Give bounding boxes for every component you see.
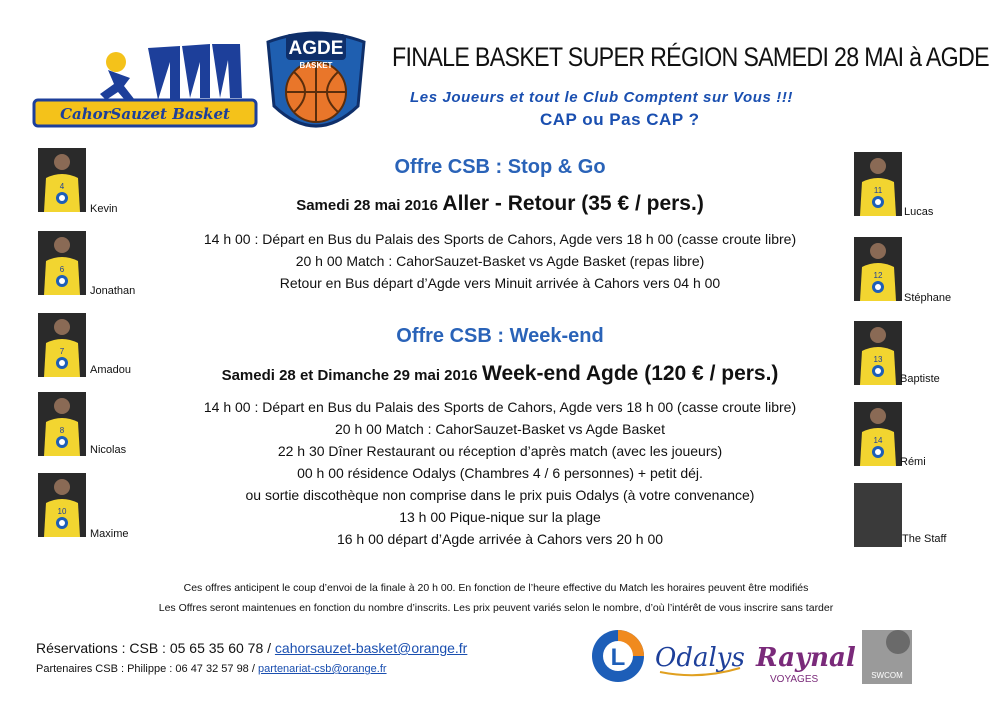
tagline: Les Joueurs et tout le Club Comptent sur Vous !!! [410,89,794,106]
player-name: Nicolas [90,444,127,456]
csb-logo-text: CahorSauzet Basket [60,105,230,123]
cahorsauzet-basket-logo [30,40,258,130]
player-photo [38,231,86,295]
offer2-schedule [160,396,840,550]
offer2-line: 22 h 30 Dîner Restaurant ou réception d’après match (avec les joueurs) [277,443,723,459]
page-title: FINALE BASKET SUPER RÉGION SAMEDI 28 MAI à AGDE [392,42,989,72]
player-name: The Staff [902,533,947,545]
player-photo [38,473,86,537]
offer2-name: Week-end Agde (120 € / pers.) [482,362,779,385]
partners-line [36,663,387,675]
swcom-text: SWCOM [871,671,903,680]
jersey-number: 12 [873,271,883,280]
jersey-number: 10 [57,507,67,516]
player-photo [38,313,86,377]
player-silhouette [38,473,86,537]
note-line: Ces offres anticipent le coup d’envoi de la finale à 20 h 00. En fonction de l’heure effective du Match les horaires peuvent être modifiés [183,582,809,594]
player-silhouette [38,392,86,456]
player-name: Jonathan [90,285,136,297]
offer1-schedule [160,228,840,294]
offer2-title-text: Offre CSB : Week-end [396,325,604,347]
offer1-line: 14 h 00 : Départ en Bus du Palais des Sports de Cahors, Agde vers 18 h 00 (casse croute libre) [203,231,797,247]
offer2-title [160,325,840,348]
player-silhouette [38,313,86,377]
note-line: Les Offres seront maintenues en fonction du nombre d’inscrits. Les prix peuvent variés selon le nombre, d’où l’intérêt de vous inscrire sans tarder [158,602,834,614]
leclerc-letter: L [610,644,626,671]
raynal-text: Raynal [756,643,856,673]
player-name: Amadou [90,364,131,376]
player-silhouette [854,402,902,466]
offer2-line: ou sortie discothèque non comprise dans le prix puis Odalys (à votre convenance) [245,487,755,503]
player-name: Lucas [904,206,934,218]
swcom-logo [862,630,912,684]
player-photo [38,148,86,212]
reservation-label: Réservations : CSB : 05 65 35 60 78 / [36,640,275,656]
player-photo [38,392,86,456]
sponsor-logos [590,628,920,688]
offer1-date: Samedi 28 mai 2016 [296,197,438,214]
offer1-line: 20 h 00 Match : CahorSauzet-Basket vs Agde Basket (repas libre) [295,253,705,269]
notes [60,578,932,618]
player-photo [854,152,902,216]
offer1-title-text: Offre CSB : Stop & Go [394,156,606,178]
player-name: Stéphane [904,292,952,304]
offer2-date-line [160,362,840,386]
player-photo [854,402,902,466]
voyages-text: VOYAGES [770,674,819,685]
agde-basket-logo [262,28,370,148]
offer1-date-line [160,192,840,216]
offer1-line: Retour en Bus départ d’Agde vers Minuit arrivée à Cahors vers 04 h 00 [279,275,721,291]
offer2-line: 20 h 00 Match : CahorSauzet-Basket vs Agde Basket [335,421,665,437]
reservation-email-link[interactable]: cahorsauzet-basket@orange.fr [274,640,468,656]
player-photo [854,321,902,385]
player-silhouette [854,321,902,385]
offer2-line: 13 h 00 Pique-nique sur la plage [399,509,601,525]
agde-logo-text: AGDE [288,38,344,59]
jersey-number: 8 [59,426,65,435]
agde-logo-sub: BASKET [299,61,333,70]
jersey-number: 13 [873,355,883,364]
player-photo [854,237,902,301]
player-silhouette [854,237,902,301]
player-name: Rémi [900,456,926,468]
jersey-number: 6 [59,265,65,274]
jersey-number: 4 [59,182,65,191]
staff-photo [854,483,902,547]
offer2-date: Samedi 28 et Dimanche 29 mai 2016 [221,367,478,384]
player-name: Baptiste [900,373,940,385]
partners-label: Partenaires CSB : Philippe : 06 47 32 57 98 / [36,663,258,675]
partners-email-link[interactable]: partenariat-csb@orange.fr [257,663,387,675]
jersey-number: 11 [873,186,883,195]
offer2-line: 16 h 00 départ d’Agde arrivée à Cahors vers 20 h 00 [336,531,664,547]
offer2-line: 14 h 00 : Départ en Bus du Palais des Sports de Cahors, Agde vers 18 h 00 (casse croute libre) [203,399,797,415]
odalys-logo [655,643,745,675]
raynal-logo [755,643,856,685]
player-silhouette [854,152,902,216]
offer1-name: Aller - Retour (35 € / pers.) [442,192,704,215]
player-silhouette [38,231,86,295]
leclerc-logo [592,630,644,682]
jersey-number: 14 [873,436,883,445]
offer1-title [160,156,840,179]
reservation-line [36,640,467,656]
odalys-text: Odalys [655,643,745,673]
offer2-line: 00 h 00 résidence Odalys (Chambres 4 / 6 personnes) + petit déj. [297,465,703,481]
player-name: Kevin [90,203,118,215]
jersey-number: 7 [59,347,65,356]
player-silhouette [38,148,86,212]
cap-question: CAP ou Pas CAP ? [540,110,700,129]
player-name: Maxime [90,528,129,540]
